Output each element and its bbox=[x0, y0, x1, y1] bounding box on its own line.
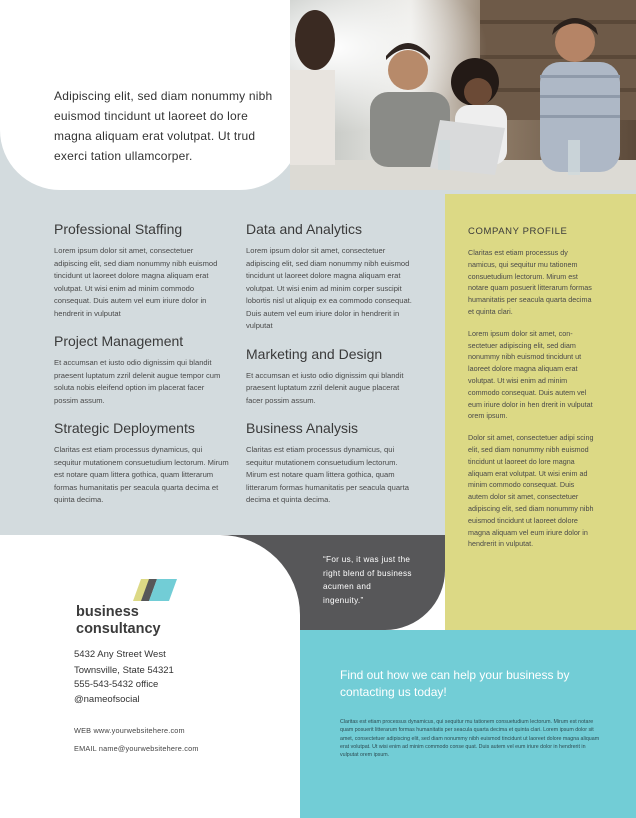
section-body: Lorem ipsum dolor sit amet, consectetuer adipiscing elit, sed diam nonummy nibh euismod tincidunt ut laoreet dolore magna aliquam erat volutpat. Ut wisi enim ad minim commodo consequat. Duis autem vel eum iriure dolor in hendrerit in vulputat bbox=[54, 246, 218, 318]
service-professional-staffing bbox=[54, 220, 229, 320]
section-body: Claritas est etiam processus dynamicus, qui sequitur mutationem consuetudium lectorum. Mirum est notare quam littera gothica, quam litterarum formas humanitatis per seacula quarta decima et quinta decima. bbox=[54, 445, 229, 504]
brand-name bbox=[76, 604, 161, 638]
social-handle[interactable]: @nameofsocial bbox=[74, 694, 140, 705]
intro-text: Adipiscing elit, sed diam nonummy nibh euismod tincidunt ut laoreet do lore magna aliquam erat volutpat. Ut trud exerci tation ullamcorper. bbox=[54, 89, 273, 163]
profile-paragraph: Claritas est etiam processus dy namicus, qui sequitur mu tationem consuetudium lectorum. Mirum est notare quam posuerit litterarum formas humanitatis per seacula quarta decima et quinta clari. bbox=[468, 248, 592, 316]
section-body: Et accumsan et iusto odio dignissim qui blandit praesent luptatum zzril delenit augue placerat facer possim assum. bbox=[246, 370, 404, 405]
service-project-management bbox=[54, 332, 229, 407]
cta-heading: Find out how we can help your business by contacting us today! bbox=[340, 668, 570, 699]
testimonial-quote: “For us, it was just the right blend of business acumen and ingenuity.” bbox=[323, 555, 412, 605]
section-title: Professional Staffing bbox=[54, 221, 183, 237]
company-logo-icon bbox=[133, 579, 177, 603]
section-title: Strategic Deployments bbox=[54, 420, 195, 436]
cta-body: Claritas est etiam processus dynamicus, qui sequitur mu tationem consuetudium lectorum. Mirum est notare quam posuerit litterarum formas humanitatis per seacula quarta decima et quinta clari. Lorem ipsum dolor sit amet, consectetuer adipiscing elit, sed diam nonummy nibh euismod tincidunt ut laoreet dolore magna aliquam erat volutpat. Ut wisi enim ad minim commodo conse quat. Duis autem vel eum iriure dolor in hendrerit in vulputat orem ipsum. bbox=[340, 719, 600, 759]
address-city: Townsville, State 54321 bbox=[74, 665, 174, 676]
email-link[interactable]: EMAIL name@yourwebsitehere.com bbox=[74, 743, 199, 753]
service-strategic-deployments bbox=[54, 419, 229, 507]
contact-info bbox=[74, 677, 158, 707]
website-link[interactable]: WEB www.yourwebsitehere.com bbox=[74, 726, 185, 735]
team-photo bbox=[290, 0, 636, 190]
company-profile bbox=[468, 226, 596, 560]
section-body: Claritas est etiam processus dynamicus, qui sequitur mutationem consuetudium lectorum. Mirum est notare quam littera gothica, quam litterarum formas humanitatis per seacula quarta decima et quinta decima. bbox=[246, 445, 409, 504]
brand-line-1: business bbox=[76, 604, 139, 620]
profile-title: COMPANY PROFILE bbox=[468, 226, 568, 237]
section-body: Lorem ipsum dolor sit amet, consectetuer adipiscing elit, sed diam nonummy nibh euismod tincidunt ut laoreet dolore magna aliquam erat volutpat. Ut wisi enim ad minim corper suscipit lobortis nisl ut aliquip ex ea commodo consequat. Duis autem vel eum iriure dolor in hendrerit in vulputat bbox=[246, 246, 412, 330]
address bbox=[74, 647, 174, 679]
address-street: 5432 Any Street West bbox=[74, 649, 166, 660]
service-business-analysis bbox=[246, 419, 414, 507]
web-info bbox=[74, 722, 199, 757]
profile-paragraph: Lorem ipsum dolor sit amet, con- sectetuer adipiscing elit, sed diam nonummy nibh euismod tincidunt ut laoreet dolore magna aliquam erat volutpat. Ut wisi enim ad minim commodo consequat. Duis autem vel eum iriure dolor in hen drerit in vulputat orem ipsum. bbox=[468, 328, 593, 421]
phone: 555-543-5432 office bbox=[74, 679, 159, 690]
profile-paragraph: Dolor sit amet, consectetuer adipi scing elit, sed diam nonummy nibh euismod tincidunt ut laoreet do lore magna aliquam erat volutpat. Ut wisi enim ad minim commodo consequat. Duis autem dolor sit amet, consectetuer adipiscing elit, sed diam nonummy nibh euismod tincidunt ut laoreet dolore magna aliquam vel eum iriure dolor in hendrerit in vulputat. bbox=[468, 433, 594, 549]
section-title: Business Analysis bbox=[246, 420, 359, 436]
section-title: Marketing and Design bbox=[246, 345, 383, 362]
service-data-analytics bbox=[246, 220, 414, 333]
services-column-left bbox=[54, 220, 229, 519]
intro-panel-top bbox=[0, 0, 300, 100]
section-title: Data and Analytics bbox=[246, 221, 362, 237]
section-body: Et accumsan et iusto odio dignissim qui blandit praesent luptatum zzril delenit augue tempor cum soluta nobis eleifend option im placerat facer possim assum. bbox=[54, 358, 221, 405]
brand-line-2: consultancy bbox=[76, 621, 161, 637]
services-column-right bbox=[246, 220, 414, 519]
section-title: Project Management bbox=[54, 333, 184, 349]
service-marketing-design bbox=[246, 345, 414, 408]
